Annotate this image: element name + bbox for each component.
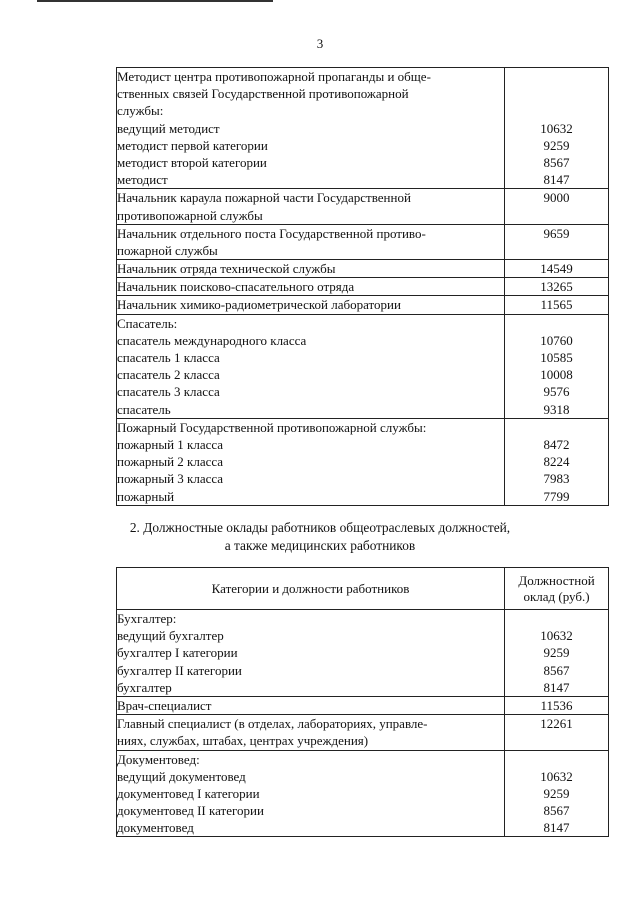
position-label: службы: <box>117 103 164 119</box>
position-label: Спасатель: <box>117 315 178 331</box>
salary-value <box>505 85 608 102</box>
salary-value: 9259 <box>543 645 570 661</box>
section-title-line-1: 2. Должностные оклады работников общеотраслевых должностей, <box>129 520 511 535</box>
position-label: пожарный 1 класса <box>117 436 224 452</box>
position-label: Методист центра противопожарной пропаганды и обще- <box>117 69 431 84</box>
position-cell <box>117 260 505 278</box>
salary-cell <box>505 610 609 697</box>
salary-value: 7799 <box>543 488 570 504</box>
position-cell <box>117 610 505 697</box>
salary-cell <box>505 68 609 189</box>
salary-cell <box>505 696 609 714</box>
salary-value: 11565 <box>540 297 573 313</box>
salary-value: 8472 <box>543 436 570 452</box>
position-label: бухгалтер II категории <box>117 662 242 678</box>
salary-value: 10632 <box>540 768 573 784</box>
table-row <box>117 418 609 505</box>
salary-cell <box>505 418 609 505</box>
salary-value: 10632 <box>540 628 573 644</box>
top-edge-line <box>37 0 273 2</box>
salary-value: 8567 <box>543 662 570 678</box>
position-label: пожарный 2 класса <box>117 454 224 470</box>
salary-cell <box>505 296 609 314</box>
salary-value <box>505 419 608 436</box>
salary-value: 9318 <box>543 401 570 417</box>
salary-value: 9000 <box>543 190 570 206</box>
salary-cell <box>505 715 609 750</box>
position-label: документовед <box>117 820 194 836</box>
position-label: Начальник поисково-спасательного отряда <box>117 279 355 295</box>
salary-value: 12261 <box>540 716 573 732</box>
position-label: методист второй категории <box>117 154 267 170</box>
position-cell <box>117 278 505 296</box>
position-label: Начальник отдельного поста Государственной противо- <box>117 225 426 241</box>
salary-cell <box>505 750 609 837</box>
table-row <box>117 189 609 224</box>
table-row <box>117 278 609 296</box>
salary-value <box>505 751 608 768</box>
salary-value: 14549 <box>540 261 573 277</box>
salary-value <box>505 242 608 259</box>
position-label: ниях, службах, штабах, центрах учреждения) <box>117 733 369 749</box>
position-label: Пожарный Государственной противопожарной службы: <box>117 419 427 435</box>
position-label: документовед I категории <box>117 785 260 801</box>
table-row <box>117 696 609 714</box>
salary-value: 9659 <box>543 225 570 241</box>
position-label: Бухгалтер: <box>117 611 177 626</box>
salary-value: 7983 <box>543 471 570 487</box>
position-label: документовед II категории <box>117 803 264 819</box>
position-cell <box>117 314 505 418</box>
salary-value: 10585 <box>540 350 573 365</box>
position-label: спасатель 3 класса <box>117 384 220 400</box>
salary-value: 10632 <box>540 120 573 136</box>
salary-value <box>505 610 608 627</box>
position-label: пожарный 3 класса <box>117 471 224 487</box>
table-header-row <box>117 568 609 610</box>
salary-cell <box>505 189 609 224</box>
salary-value: 9259 <box>543 137 570 153</box>
salary-value: 10760 <box>540 332 573 348</box>
position-label: спасатель международного класса <box>117 332 307 348</box>
salary-table-general-positions <box>116 567 609 837</box>
salary-header-line-1: Должностной <box>518 572 595 588</box>
position-label: ведущий документовед <box>117 768 246 784</box>
salary-value: 8567 <box>543 154 570 170</box>
section-2-title <box>0 519 640 555</box>
table-row <box>117 224 609 259</box>
column-header-positions: Категории и должности работников <box>117 568 505 610</box>
position-cell <box>117 696 505 714</box>
table-row <box>117 610 609 697</box>
position-cell <box>117 296 505 314</box>
column-header-salary <box>505 568 609 610</box>
position-label: Начальник отряда технической службы <box>117 261 336 277</box>
position-cell <box>117 189 505 224</box>
position-cell <box>117 750 505 837</box>
position-label: Документовед: <box>117 751 200 767</box>
salary-cell <box>505 314 609 418</box>
table-row <box>117 296 609 314</box>
position-label: бухгалтер <box>117 679 172 695</box>
position-label: методист первой категории <box>117 137 268 153</box>
position-cell <box>117 715 505 750</box>
salary-value <box>505 732 608 749</box>
salary-value <box>505 102 608 119</box>
salary-value <box>505 315 608 332</box>
position-cell <box>117 68 505 189</box>
position-label: спасатель <box>117 401 171 417</box>
salary-value: 8147 <box>543 172 570 188</box>
salary-value: 10008 <box>540 367 573 383</box>
salary-value <box>505 68 608 85</box>
salary-value <box>505 207 608 224</box>
position-label: Начальник караула пожарной части Государственной <box>117 190 411 206</box>
position-label: противопожарной службы <box>117 207 263 223</box>
table-row <box>117 314 609 418</box>
salary-value: 8147 <box>543 820 570 836</box>
position-cell <box>117 224 505 259</box>
table-row <box>117 68 609 189</box>
salary-value: 9576 <box>543 384 570 400</box>
position-label: бухгалтер I категории <box>117 645 238 661</box>
salary-value: 11536 <box>540 697 573 713</box>
table-row <box>117 750 609 837</box>
salary-header-line-2: оклад (руб.) <box>523 588 590 604</box>
position-label: спасатель 1 класса <box>117 350 220 365</box>
position-label: методист <box>117 172 168 188</box>
position-label: Врач-специалист <box>117 697 212 713</box>
salary-value: 9259 <box>543 785 570 801</box>
salary-value: 13265 <box>540 279 573 295</box>
salary-table-body <box>117 68 609 506</box>
position-label: ведущий бухгалтер <box>117 628 224 644</box>
position-cell <box>117 418 505 505</box>
table-row <box>117 715 609 750</box>
salary-value: 8147 <box>543 679 570 695</box>
section-title-line-2: а также медицинских работников <box>224 538 416 553</box>
page-number: 3 <box>316 36 324 51</box>
salary-value: 8224 <box>543 454 570 470</box>
position-label: спасатель 2 класса <box>117 367 220 383</box>
salary-value: 8567 <box>543 803 570 819</box>
salary-cell <box>505 278 609 296</box>
salary-table-body <box>117 610 609 837</box>
salary-cell <box>505 260 609 278</box>
salary-table-fire-service <box>116 67 609 506</box>
position-label: пожарной службы <box>117 242 218 258</box>
position-label: пожарный <box>117 488 175 504</box>
position-label: ственных связей Государственной противопожарной <box>117 86 409 102</box>
salary-cell <box>505 224 609 259</box>
table-row <box>117 260 609 278</box>
position-label: ведущий методист <box>117 120 220 136</box>
position-label: Главный специалист (в отделах, лабораториях, управле- <box>117 716 428 732</box>
position-label: Начальник химико-радиометрической лаборатории <box>117 297 401 313</box>
